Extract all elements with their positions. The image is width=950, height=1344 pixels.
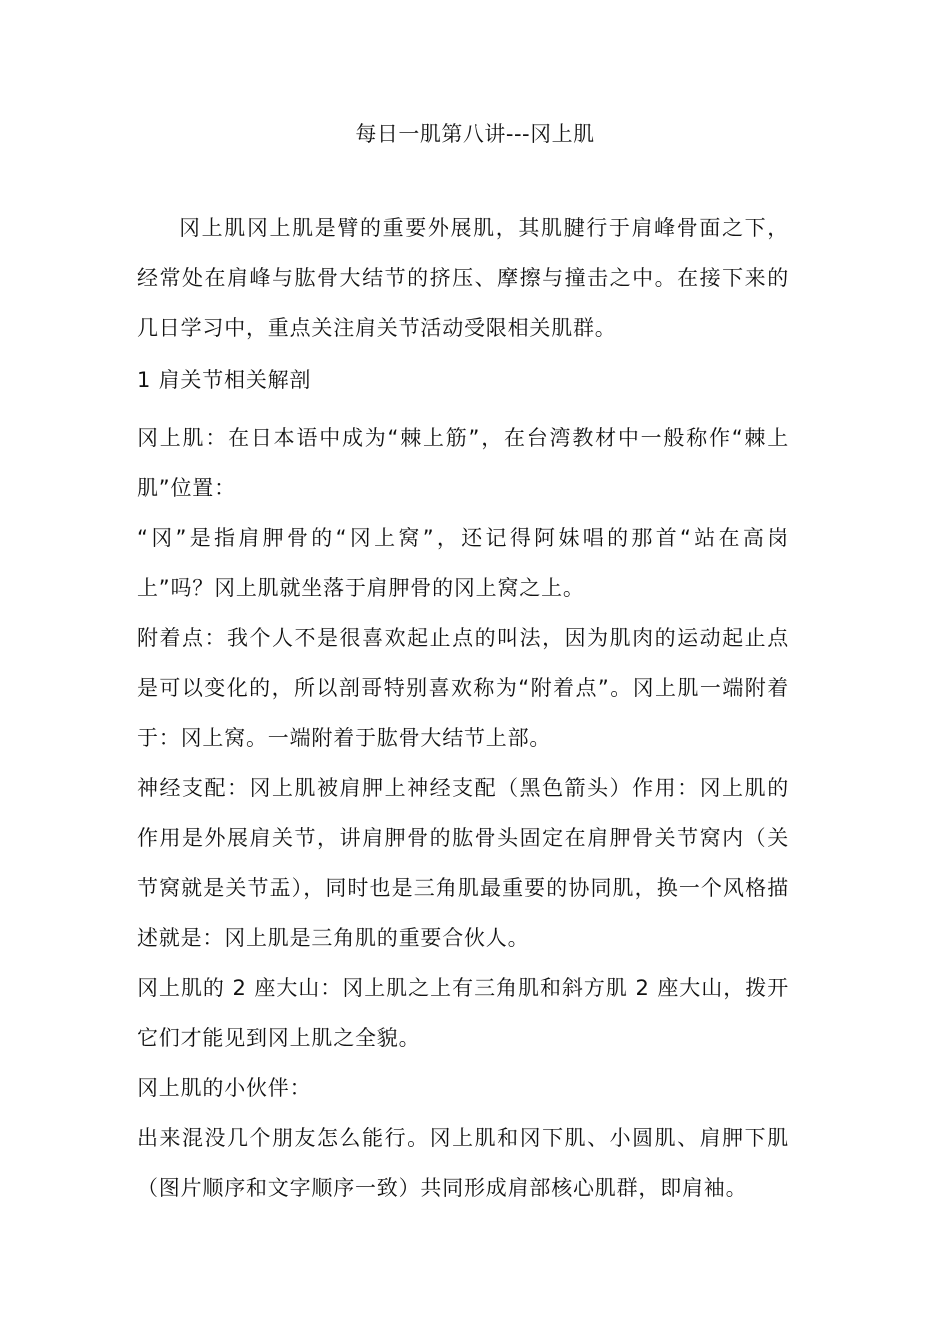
rotator-cuff-paragraph: 出来混没几个朋友怎么能行。冈上肌和冈下肌、小圆肌、肩胛下肌（图片顺序和文字顺序一致）共同形成肩部核心肌群，即肩袖。 xyxy=(137,1126,789,1200)
overlying-muscles-paragraph: 冈上肌的 2 座大山：冈上肌之上有三角肌和斜方肌 2 座大山，拨开它们才能见到冈上肌之全貌。 xyxy=(137,976,789,1050)
intro-paragraph: 冈上肌冈上肌是臂的重要外展肌，其肌腱行于肩峰骨面之下，经常处在肩峰与肱骨大结节的挤压、摩擦与撞击之中。在接下来的几日学习中，重点关注肩关节活动受限相关肌群。 xyxy=(137,216,789,340)
name-paragraph: 冈上肌：在日本语中成为“棘上筋”，在台湾教材中一般称作“棘上肌”位置： xyxy=(137,426,789,500)
document-body xyxy=(137,203,789,1213)
document-title: 每日一肌第八讲---冈上肌 xyxy=(355,122,595,146)
companions-heading: 冈上肌的小伙伴： xyxy=(137,1076,312,1100)
innervation-paragraph: 神经支配：冈上肌被肩胛上神经支配（黑色箭头）作用：冈上肌的作用是外展肩关节，讲肩胛骨的肱骨头固定在肩胛骨关节窝内（关节窝就是关节盂），同时也是三角肌最重要的协同肌，换一个风格描述就是：冈上肌是三角肌的重要合伙人。 xyxy=(137,776,789,950)
location-paragraph: “冈”是指肩胛骨的“冈上窝”，还记得阿妹唱的那首“站在高岗上”吗？冈上肌就坐落于肩胛骨的冈上窝之上。 xyxy=(137,526,789,600)
attachment-paragraph: 附着点：我个人不是很喜欢起止点的叫法，因为肌肉的运动起止点是可以变化的，所以剖哥特别喜欢称为“附着点”。冈上肌一端附着于：冈上窝。一端附着于肱骨大结节上部。 xyxy=(137,626,789,750)
section-heading: 1 肩关节相关解剖 xyxy=(137,368,312,392)
